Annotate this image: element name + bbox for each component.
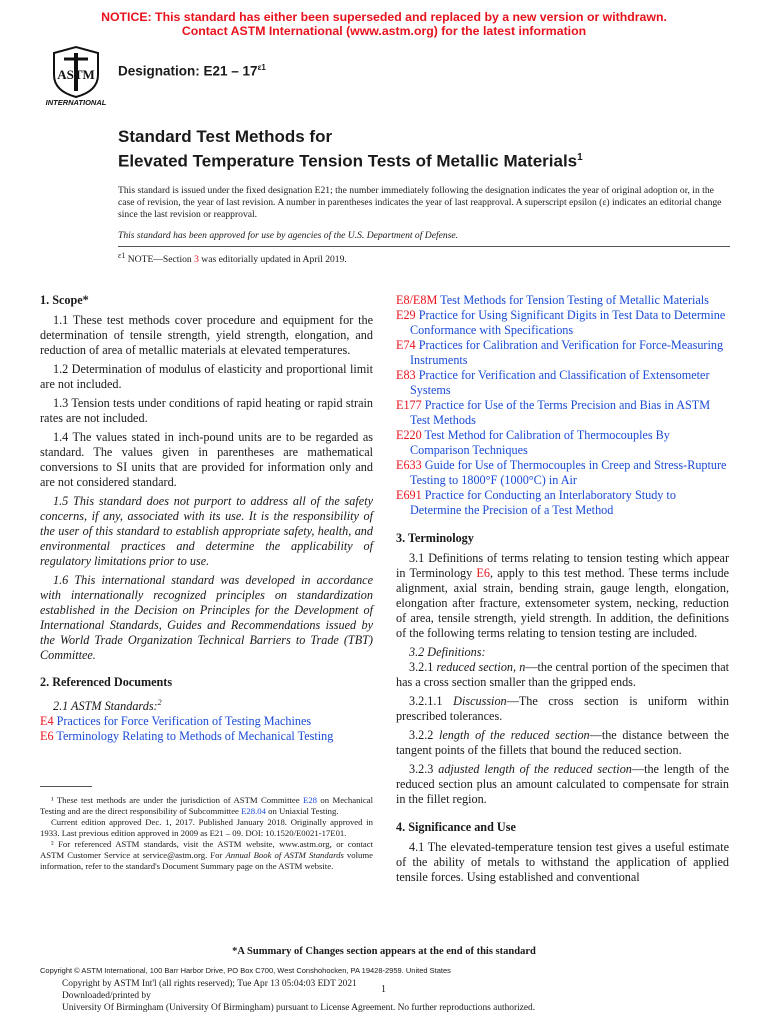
terminology-e6-link[interactable]: E6	[476, 566, 490, 580]
fn1-b: on Mechanical Testing and are the direct responsibility of Subcommittee	[40, 795, 373, 816]
fn2-b: volume information, refer to the standard's Document Summary page on the ASTM website.	[40, 849, 373, 871]
fn1-committee-link[interactable]: E28	[303, 795, 318, 805]
terminology-3-2-3	[396, 762, 729, 807]
footnote-2	[40, 839, 373, 871]
ref-code[interactable]: E691	[396, 488, 422, 502]
page-number: 1	[381, 984, 386, 995]
t321-text: —the central portion of the specimen that has a cross section smaller than the gripped ends.	[396, 660, 730, 689]
logo-subtext: INTERNATIONAL	[45, 98, 107, 107]
t323-text: —the length of the reduced section plus an amount calculated to compensate for strain in the fillet region.	[396, 762, 729, 806]
ref-title[interactable]: Guide for Use of Thermocouples in Creep and Stress-Rupture Testing to 1800°F (1000°C) in Air	[410, 458, 727, 487]
note-post: was editorially updated in April 2019.	[198, 254, 347, 266]
ref-title[interactable]: Practice for Use of the Terms Precision and Bias in ASTM Test Methods	[410, 398, 711, 427]
ref-item[interactable]	[396, 338, 729, 368]
note-section-link[interactable]: 3	[194, 254, 199, 266]
terminology-heading: 3. Terminology	[396, 531, 474, 545]
scope-1-4: 1.4 The values stated in inch-pound units are to be regarded as standard. The values given in parentheses are mathematical conversions to SI units that are provided for information only and are not considered standard.	[40, 430, 373, 489]
copyright-line: Copyright © ASTM International, 100 Barr Harbor Drive, PO Box C700, West Conshohocken, PA 19428-2959. United States	[40, 966, 451, 975]
notice-line-1: NOTICE: This standard has either been superseded and replaced by a new version or withdrawn.	[101, 10, 667, 24]
scope-1-6: 1.6 This international standard was developed in accordance with internationally recognized principles on standardization established in the Decision on Principles for the Development of International Standards, Guides and Recommendations issued by the World Trade Organization Technical Barriers to Trade (TBT) Committee.	[40, 573, 373, 662]
ref-code[interactable]: E633	[396, 458, 422, 472]
t322-text: —the distance between the tangent points of the fillets that bound the reduced section.	[396, 728, 730, 757]
t3211-text: —The cross section is uniform within prescribed tolerances.	[396, 694, 729, 723]
withdrawal-notice	[0, 10, 768, 38]
ref-code[interactable]: E6	[40, 729, 54, 744]
ref-title[interactable]: Practice for Conducting an Interlaboratory Study to Determine the Precision of a Test Method	[410, 488, 676, 517]
header-divider	[118, 246, 730, 247]
significance-heading: 4. Significance and Use	[396, 820, 516, 834]
dod-approval-note: This standard has been approved for use by agencies of the U.S. Department of Defense.	[118, 230, 459, 241]
designation-label: Designation: E21 – 17	[118, 63, 258, 79]
footnote-divider	[40, 786, 92, 787]
notice-line-2: Contact ASTM International (www.astm.org) for the latest information	[181, 24, 587, 38]
astm-logo-icon	[40, 45, 112, 107]
astm-logo	[40, 45, 112, 107]
title-footnote-ref: 1	[577, 152, 583, 163]
footnote-1-edition: Current edition approved Dec. 1, 2017. Published January 2018. Originally approved in 1933. Last previous edition approved in 2009 as E21 – 09. DOI: 10.1520/E0021-17E01.	[40, 817, 373, 838]
ref-code[interactable]: E74	[396, 338, 416, 352]
footnote-1	[40, 795, 373, 816]
summary-of-changes-note: *A Summary of Changes section appears at the end of this standard	[232, 946, 536, 957]
intro-paragraph: This standard is issued under the fixed designation E21; the number immediately following the designation indicates the year of original adoption or, in the case of revision, the year of last revision. A number in parentheses indicates the year of last reapproval. A superscript epsilon (ε) indicates an editorial change since the last revision or reapproval.	[118, 185, 722, 220]
logo-text: ASTM	[57, 67, 95, 82]
scope-1-1: 1.1 These test methods cover procedure and equipment for the determination of tensile strength, yield strength, elongation, and reduction of area of metallic materials at elevated temperatures.	[40, 313, 373, 357]
ref-item[interactable]	[396, 368, 729, 398]
note-pre: NOTE—Section	[125, 254, 195, 266]
ref-item[interactable]	[396, 428, 729, 458]
ref-code[interactable]: E220	[396, 428, 422, 442]
ref-code[interactable]: E83	[396, 368, 416, 382]
ref-title[interactable]: Test Method for Calibration of Thermocouples By Comparison Techniques	[410, 428, 670, 457]
fn2-a: ² For referenced ASTM standards, visit the ASTM website, www.astm.org, or contact ASTM Customer Service at service@astm.org. For	[40, 839, 373, 860]
left-column	[40, 293, 373, 744]
download-line-2: Downloaded/printed by	[62, 991, 151, 1001]
ref-item[interactable]	[396, 458, 729, 488]
title-line-1: Standard Test Methods for	[118, 127, 333, 146]
title-line-2: Elevated Temperature Tension Tests of Metallic Materials	[118, 151, 578, 171]
footnotes	[40, 795, 373, 872]
fn1-a: ¹ These test methods are under the jurisdiction of ASTM Committee	[51, 795, 304, 805]
ref-title[interactable]: Terminology Relating to Methods of Mechanical Testing	[53, 729, 334, 744]
fn1-c: on Uniaxial Testing.	[265, 805, 339, 816]
ref-item[interactable]	[396, 488, 729, 518]
scope-1-3: 1.3 Tension tests under conditions of rapid heating or rapid strain rates are not included.	[40, 396, 373, 425]
download-line-3: University Of Birmingham (University Of Birmingham) pursuant to License Agreement. No further reproductions authorized.	[62, 1003, 536, 1013]
t321-num: 3.2.1	[409, 660, 437, 674]
ref-title[interactable]: Practices for Force Verification of Testing Machines	[53, 714, 312, 729]
t322-num: 3.2.2	[409, 728, 439, 742]
ref-item[interactable]	[40, 729, 373, 744]
refdocs-heading: 2. Referenced Documents	[40, 675, 173, 689]
note-sup: ε1	[118, 251, 126, 260]
t323-num: 3.2.3	[409, 762, 439, 776]
terminology-3-2-2	[396, 728, 729, 758]
terminology-3-2-1-1	[396, 694, 729, 724]
designation	[118, 63, 266, 79]
designation-sup: ε1	[257, 63, 266, 72]
t3211-num: 3.2.1.1	[409, 694, 454, 708]
ref-title[interactable]: Practices for Calibration and Verification for Force-Measuring Instruments	[410, 338, 724, 367]
download-line-1: Copyright by ASTM Int'l (all rights reserved); Tue Apr 13 05:04:03 EDT 2021	[62, 979, 357, 989]
refdocs-subheading	[40, 695, 373, 714]
t322-term: length of the reduced section	[439, 728, 590, 742]
ref-code[interactable]: E8/E8M	[396, 293, 438, 307]
ref-title[interactable]: Practice for Verification and Classification of Extensometer Systems	[410, 368, 710, 397]
refdocs-sub-sup: 2	[157, 698, 162, 707]
document-title	[118, 126, 583, 172]
scope-1-5: 1.5 This standard does not purport to address all of the safety concerns, if any, associated with its use. It is the responsibility of the user of this standard to establish appropriate safety, health, and environmental practices and determine the applicability of regulatory limitations prior to use.	[40, 494, 373, 568]
scope-1-2: 1.2 Determination of modulus of elasticity and proportional limit are not included.	[40, 362, 373, 391]
ref-code[interactable]: E4	[40, 714, 54, 729]
scope-heading: 1. Scope*	[40, 293, 89, 307]
refdocs-sub-text: 2.1 ASTM Standards:	[53, 699, 158, 714]
ref-item[interactable]	[396, 293, 729, 308]
ref-item[interactable]	[40, 714, 373, 729]
t31-post: , apply to this test method. These terms include alignment, axial strain, bending strain, gauge length, elongation, elongation after fracture, extensometer system, necking, reduction of area, tensile strength, yield strength. In addition, the definitions of the following terms relating to tension testing are included.	[396, 566, 729, 640]
terminology-3-1	[396, 551, 729, 641]
fn2-italic: Annual Book of ASTM Standards	[225, 849, 344, 860]
right-column	[396, 293, 729, 889]
ref-title[interactable]: Practice for Using Significant Digits in Test Data to Determine Conformance with Specifications	[410, 308, 726, 337]
ref-item[interactable]	[396, 398, 729, 428]
fn1-subcommittee-link[interactable]: E28.04	[241, 805, 266, 816]
terminology-3-2-1	[396, 660, 729, 690]
terminology-3-2: 3.2 Definitions:	[409, 645, 486, 659]
ref-item[interactable]	[396, 308, 729, 338]
t321-term: reduced section, n	[436, 660, 526, 674]
t3211-term: Discussion	[453, 694, 507, 708]
ref-title[interactable]: Test Methods for Tension Testing of Metallic Materials	[437, 293, 709, 307]
ref-code[interactable]: E177	[396, 398, 422, 412]
t323-term: adjusted length of the reduced section	[438, 762, 632, 776]
download-info	[62, 978, 535, 1014]
ref-code[interactable]: E29	[396, 308, 416, 322]
t31-pre: 3.1 Definitions of terms relating to tension testing which appear in Terminology	[396, 551, 729, 580]
significance-4-1: 4.1 The elevated-temperature tension test gives a useful estimate of the ability of metals to withstand the application of applied tensile forces. Using established and conventional	[396, 840, 729, 884]
editorial-note	[118, 251, 347, 265]
